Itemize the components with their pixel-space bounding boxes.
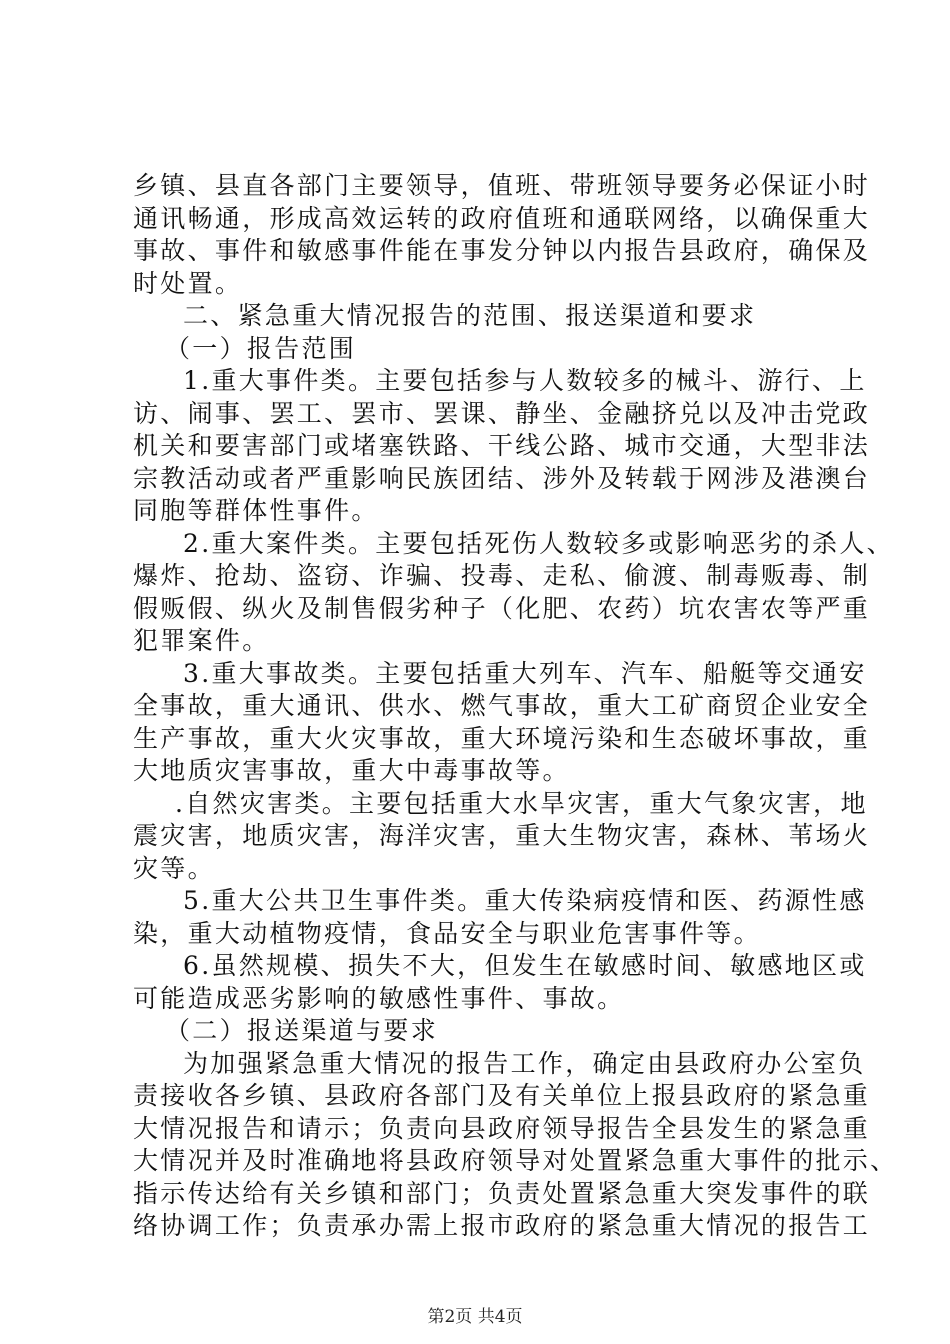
text-line: 通讯畅通，形成高效运转的政府值班和通联网络，以确保重大	[133, 203, 871, 233]
subsection-heading: （一）报告范围	[165, 333, 357, 363]
page-number-footer: 第2页 共4页	[427, 1307, 523, 1327]
text-line: 染，重大动植物疫情，食品安全与职业危害事件等。	[133, 918, 761, 948]
text-line: 生产事故，重大火灾事故，重大环境污染和生态破坏事故，重	[133, 723, 871, 753]
text-line: 可能造成恶劣影响的敏感性事件、事故。	[133, 983, 625, 1013]
text-line: 访、闹事、罢工、罢市、罢课、静坐、金融挤兑以及冲击党政	[133, 398, 871, 428]
text-line: 爆炸、抢劫、盗窃、诈骗、投毒、走私、偷渡、制毒贩毒、制	[133, 561, 871, 590]
text-line: 灾等。	[133, 853, 215, 883]
text-line: 机关和要害部门或堵塞铁路、干线公路、城市交通，大型非法	[133, 431, 871, 460]
text-line: 为加强紧急重大情况的报告工作，确定由县政府办公室负	[183, 1048, 866, 1078]
text-line: 同胞等群体性事件。	[133, 496, 379, 525]
text-line: 乡镇、县直各部门主要领导，值班、带班领导要务必保证小时	[133, 171, 871, 200]
section-heading: 二、紧急重大情况报告的范围、报送渠道和要求	[183, 301, 757, 330]
text-line: 假贩假、纵火及制售假劣种子（化肥、农药）坑农害农等严重	[133, 593, 871, 623]
text-line: 5.重大公共卫生事件类。重大传染病疫情和医、药源性感	[183, 886, 867, 915]
text-line: 责接收各乡镇、县政府各部门及有关单位上报县政府的紧急重	[133, 1081, 871, 1110]
document-body	[133, 170, 898, 1243]
text-line: .自然灾害类。主要包括重大水旱灾害，重大气象灾害，地	[175, 788, 868, 818]
text-line: 事故、事件和敏感事件能在事发分钟以内报告县政府，确保及	[133, 236, 871, 265]
text-line: 6.虽然规模、损失不大，但发生在敏感时间、敏感地区或	[183, 951, 867, 980]
text-line: 大情况并及时准确地将县政府领导对处置紧急重大事件的批示、	[133, 1146, 898, 1175]
text-line: 2.重大案件类。主要包括死伤人数较多或影响恶劣的杀人、	[183, 528, 894, 558]
text-line: 络协调工作；负责承办需上报市政府的紧急重大情况的报告工	[133, 1211, 871, 1240]
text-line: 犯罪案件。	[133, 626, 270, 655]
text-line: 震灾害，地质灾害，海洋灾害，重大生物灾害，森林、苇场火	[133, 821, 871, 850]
text-line: 时处置。	[133, 268, 243, 298]
text-line: 宗教活动或者严重影响民族团结、涉外及转载于网涉及港澳台	[133, 463, 871, 493]
text-line: 1.重大事件类。主要包括参与人数较多的械斗、游行、上	[183, 366, 867, 395]
subsection-heading: （二）报送渠道与要求	[165, 1016, 439, 1045]
text-line: 大地质灾害事故，重大中毒事故等。	[133, 756, 570, 785]
text-line: 全事故，重大通讯、供水、燃气事故，重大工矿商贸企业安全	[133, 691, 871, 720]
text-line: 大情况报告和请示；负责向县政府领导报告全县发生的紧急重	[133, 1113, 871, 1143]
text-line: 3.重大事故类。主要包括重大列车、汽车、船艇等交通安	[183, 658, 867, 688]
text-line: 指示传达给有关乡镇和部门；负责处置紧急重大突发事件的联	[133, 1178, 871, 1208]
